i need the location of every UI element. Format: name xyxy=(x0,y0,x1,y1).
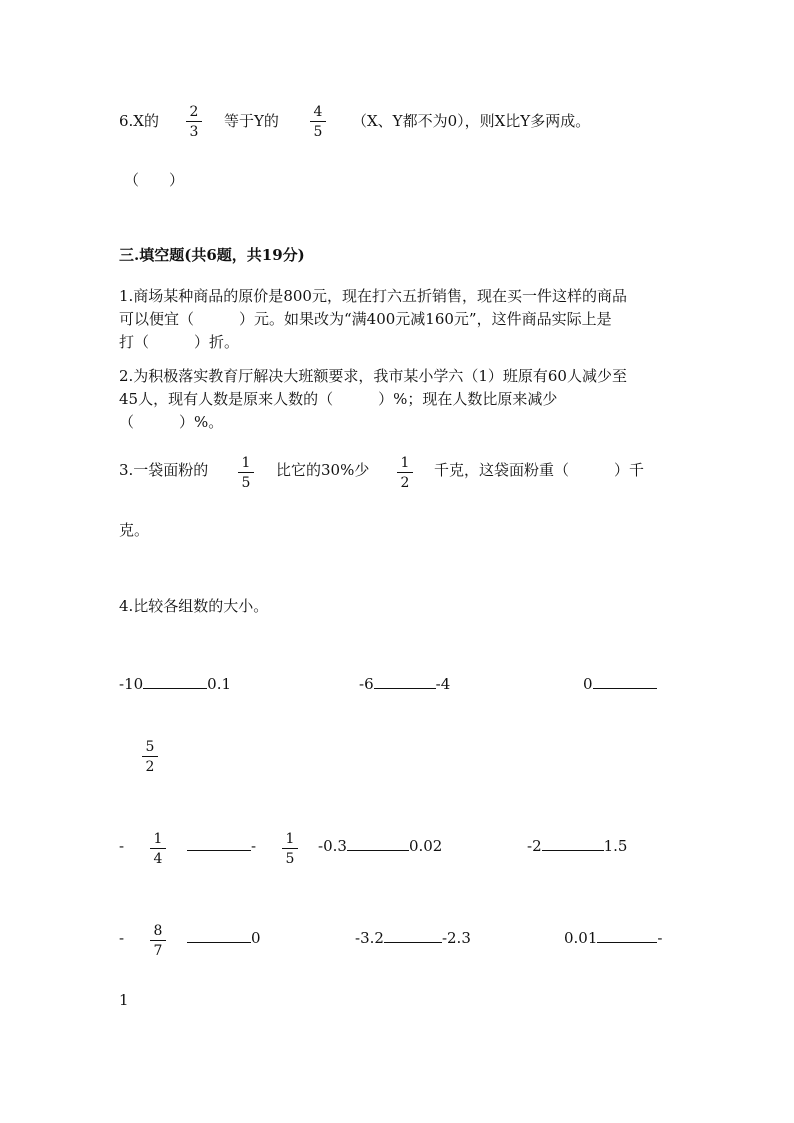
compare-6 xyxy=(527,836,627,856)
compare-4-fraction-2 xyxy=(278,831,302,867)
compare-5 xyxy=(318,836,442,856)
fill3-fraction-1 xyxy=(234,455,258,491)
fraction-bar xyxy=(238,472,254,473)
compare-right: -2.3 xyxy=(441,929,471,947)
compare-mid: - xyxy=(251,837,257,855)
fraction-denominator: 5 xyxy=(285,851,295,867)
compare-9-wrap: 1 xyxy=(119,991,129,1009)
q6-suffix: （X、Y都不为0），则X比Y多两成。 xyxy=(352,112,591,130)
compare-3 xyxy=(583,674,657,694)
compare-right: 0.02 xyxy=(408,837,443,855)
q6-mid: 等于Y的 xyxy=(224,112,279,130)
fraction-denominator: 2 xyxy=(145,759,155,775)
q6-prefix: 6.X的 xyxy=(119,112,159,130)
fraction-numerator: 1 xyxy=(285,831,295,847)
fraction-numerator: 1 xyxy=(400,455,410,471)
compare-blank[interactable] xyxy=(542,836,604,851)
fill-question-2 xyxy=(119,365,679,434)
compare-right: - xyxy=(657,929,663,947)
fraction-denominator: 5 xyxy=(241,475,251,491)
fill3-prefix: 3.一袋面粉的 xyxy=(119,461,209,479)
compare-blank[interactable] xyxy=(347,836,409,851)
fraction-bar xyxy=(282,848,298,849)
compare-blank[interactable] xyxy=(143,674,207,689)
fill2-line3: （ ）%。 xyxy=(119,413,224,431)
compare-7 xyxy=(187,928,261,948)
fraction-bar xyxy=(310,121,326,122)
fill1-line2: 可以便宜（ ）元。如果改为“满400元减160元”，这件商品实际上是 xyxy=(119,310,612,328)
compare-4 xyxy=(187,836,256,856)
fraction-denominator: 3 xyxy=(189,124,199,140)
compare-4-sign: - xyxy=(119,837,125,855)
compare-left: -10 xyxy=(119,675,144,693)
fraction-bar xyxy=(150,940,166,941)
compare-left: 0 xyxy=(583,675,593,693)
compare-blank[interactable] xyxy=(187,928,251,943)
fill3-mid: 比它的30%少 xyxy=(276,461,370,479)
fraction-bar xyxy=(397,472,413,473)
fill3-fraction-2 xyxy=(393,455,417,491)
fraction-denominator: 5 xyxy=(313,124,323,140)
compare-1 xyxy=(119,674,231,694)
compare-3-fraction xyxy=(138,739,162,775)
compare-right: -4 xyxy=(435,675,451,693)
fraction-bar xyxy=(186,121,202,122)
compare-right: 1.5 xyxy=(603,837,628,855)
fraction-numerator: 8 xyxy=(153,923,163,939)
fill2-line1: 2.为积极落实教育厅解决大班额要求，我市某小学六（1）班原有60人减少至 xyxy=(119,367,627,385)
fill4-title: 4.比较各组数的大小。 xyxy=(119,597,269,615)
fraction-numerator: 2 xyxy=(189,104,199,120)
fraction-numerator: 4 xyxy=(313,104,323,120)
fill2-line2: 45人，现有人数是原来人数的（ ）%；现在人数比原来减少 xyxy=(119,390,558,408)
fill3-wrap: 克。 xyxy=(119,521,150,539)
fill1-line1: 1.商场某种商品的原价是800元，现在打六五折销售，现在买一件这样的商品 xyxy=(119,287,627,305)
compare-left: 0.01 xyxy=(564,929,598,947)
compare-left: -2 xyxy=(527,837,542,855)
compare-8 xyxy=(355,928,471,948)
compare-2 xyxy=(359,674,450,694)
compare-7-sign: - xyxy=(119,929,125,947)
compare-7-fraction xyxy=(146,923,170,959)
fraction-denominator: 7 xyxy=(153,943,163,959)
compare-left: -6 xyxy=(359,675,374,693)
fraction-bar xyxy=(150,848,166,849)
q6-fraction-2 xyxy=(306,104,330,140)
fraction-numerator: 5 xyxy=(145,739,155,755)
compare-right: 0.1 xyxy=(207,675,232,693)
compare-blank[interactable] xyxy=(374,674,436,689)
fraction-numerator: 1 xyxy=(153,831,163,847)
compare-4-fraction-1 xyxy=(146,831,170,867)
fill-question-1 xyxy=(119,285,679,354)
fraction-numerator: 1 xyxy=(241,455,251,471)
fill1-line3: 打（ ）折。 xyxy=(119,333,240,351)
compare-blank[interactable] xyxy=(597,928,657,943)
compare-right: 0 xyxy=(251,929,261,947)
fraction-denominator: 2 xyxy=(400,475,410,491)
compare-blank[interactable] xyxy=(593,674,657,689)
compare-blank[interactable] xyxy=(187,836,251,851)
q6-answer-paren: （ ） xyxy=(124,171,185,189)
compare-blank[interactable] xyxy=(384,928,442,943)
fraction-denominator: 4 xyxy=(153,851,163,867)
fraction-bar xyxy=(142,756,158,757)
fill3-suffix: 千克，这袋面粉重（ ）千 xyxy=(434,461,645,479)
compare-left: -0.3 xyxy=(318,837,347,855)
compare-left: -3.2 xyxy=(355,929,384,947)
q6-fraction-1 xyxy=(182,104,206,140)
compare-9 xyxy=(564,928,662,948)
section-heading: 三.填空题(共6题，共19分) xyxy=(119,246,305,264)
